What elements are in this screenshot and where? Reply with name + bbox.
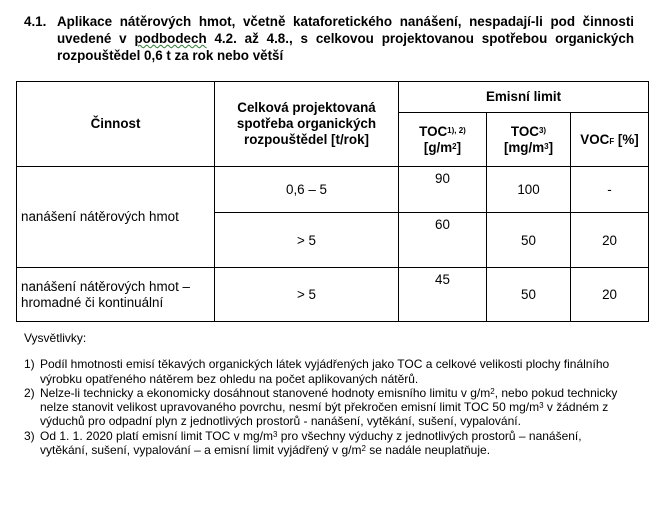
cell-activity: nanášení nátěrových hmot bbox=[17, 167, 215, 268]
cell-toc-g: 60 bbox=[399, 213, 487, 268]
cell-toc-mg: 50 bbox=[487, 268, 571, 322]
header-consumption: Celková projektovaná spotřeba organických rozpouštědel [t/rok] bbox=[215, 82, 399, 167]
note-item bbox=[24, 386, 632, 429]
note-item bbox=[24, 357, 632, 386]
header-voc: $VOC_F$ [%] bbox=[571, 113, 649, 167]
note-item bbox=[24, 429, 632, 458]
section-title: Aplikace nátěrových hmot, včetně kataforetického nanášení, nespadají-li pod činnosti uvedené v podbodech 4.2. až 4.8., s celkovou projektovanou spotřebou organických rozpouštědel 0,6 t za rok nebo větší bbox=[57, 14, 634, 63]
cell-toc-mg: 50 bbox=[487, 213, 571, 268]
cell-toc-g: 45 bbox=[399, 268, 487, 322]
header-toc-mg: TOC$^{3)}$ $[mg/m^3]$ bbox=[487, 113, 571, 167]
note-number: 3) bbox=[24, 428, 35, 443]
section-number: 4.1. bbox=[24, 14, 47, 29]
cell-toc-g: 90 bbox=[399, 167, 487, 213]
header-toc-g: $TOC^{1), 2)}$ $[g/m^2]$ bbox=[399, 113, 487, 167]
note-number: 1) bbox=[24, 357, 35, 372]
notes-label: Vysvětlivky: bbox=[24, 331, 87, 345]
note-number: 2) bbox=[24, 385, 35, 400]
header-activity: Činnost bbox=[17, 82, 215, 167]
cell-consumption: > 5 bbox=[215, 268, 399, 322]
cell-activity: nanášení nátěrových hmot – hromadné či kontinuální bbox=[17, 268, 215, 322]
section-heading bbox=[24, 13, 634, 64]
emission-limits-table bbox=[16, 81, 649, 322]
cell-toc-mg: 100 bbox=[487, 167, 571, 213]
cell-voc: - bbox=[571, 167, 649, 213]
cell-voc: 20 bbox=[571, 268, 649, 322]
table-header-row bbox=[17, 82, 649, 113]
note-text: Podíl hmotnosti emisí těkavých organických látek vyjádřených jako TOC a celkové velikosti plochy finálního výrobku opatřeného nátěrem bez ohledu na počet aplikovaných nátěrů. bbox=[40, 357, 610, 386]
table-row bbox=[17, 268, 649, 322]
header-emission-limit: Emisní limit bbox=[399, 82, 649, 113]
spellcheck-underlined-word: podbodech bbox=[134, 31, 207, 46]
cell-consumption: 0,6 – 5 bbox=[215, 167, 399, 213]
cell-consumption: > 5 bbox=[215, 213, 399, 268]
explanatory-notes bbox=[24, 331, 632, 457]
table-row bbox=[17, 167, 649, 213]
note-text: Nelze-li technicky a ekonomicky dosáhnout stanovené hodnoty emisního limitu v $g/m^2$, nebo pokud technicky nelze stanovit velikost upravovaného povrchu, nesmí být překročen emisní limit TOC 50 $mg/m^3$ v žádném z výduchů pro odpadní plyn z jednotlivých prostorů - nanášení, vytěkání, sušení, vypalování. bbox=[40, 385, 618, 429]
note-text: Od 1. 1. 2020 platí emisní limit TOC v $mg/m^3$ pro všechny výduchy z jednotlivých prostorů – nanášení, vytěkání, sušení, vypalování – a emisní limit vyjádřený v $g/m^2$ se nadále neuplatňuje. bbox=[40, 428, 582, 458]
cell-voc: 20 bbox=[571, 213, 649, 268]
